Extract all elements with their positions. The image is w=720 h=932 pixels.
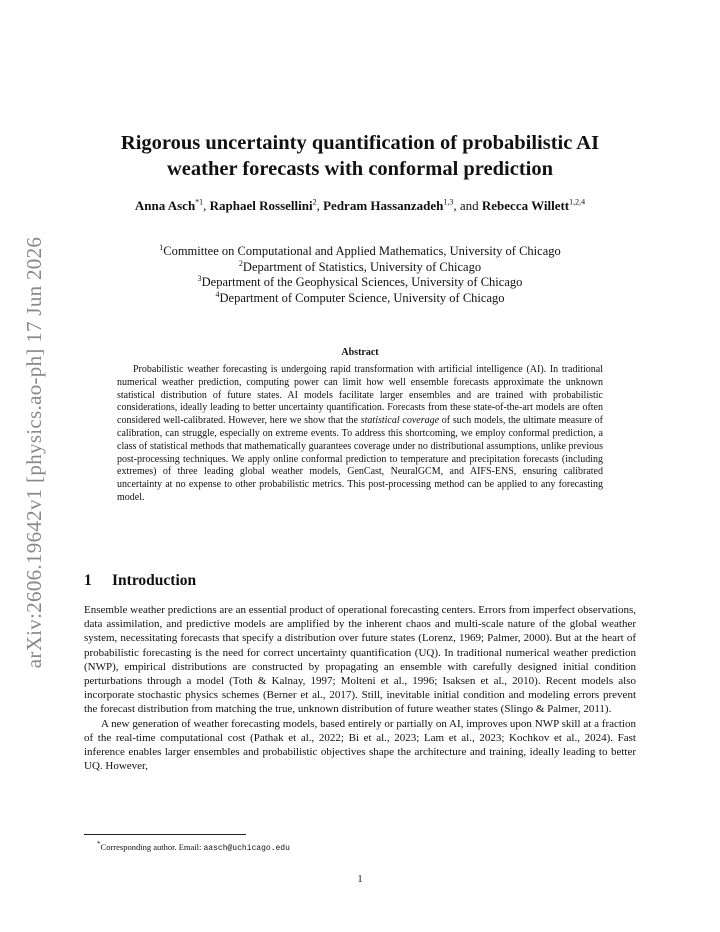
affiliation-text: Department of Computer Science, University of Chicago xyxy=(219,290,505,305)
title-line-1: Rigorous uncertainty quantification of probabilistic AI xyxy=(120,132,600,154)
footnote-mark: * xyxy=(97,840,101,848)
abstract-text: of such models, the ultimate measure of calibration, can struggle, especially on extreme events. To address this shortcoming, we employ conformal prediction, a class of statistical methods that mathematically guarantees coverage under no distributional assumptions, unlike previous post-processing techniques. We apply online conformal prediction to temperature and precipitation forecasts (including extremes) of three leading global weather models, GenCast, NeuralGCM, and AIFS-ENS, ensuring calibrated uncertainty at no expense to other probabilistic metrics. This post-processing method can be applied to any forecasting model. xyxy=(117,415,603,503)
abstract-body xyxy=(117,364,603,505)
section-heading xyxy=(84,572,644,590)
affiliation xyxy=(90,260,630,276)
affiliation-text: Committee on Computational and Applied Mathematics, University of Chicago xyxy=(163,244,561,258)
section-title: Introduction xyxy=(112,572,197,589)
footnote-email: aasch@uchicago.edu xyxy=(203,843,290,853)
footnote-text: Corresponding author. Email: xyxy=(100,841,204,852)
affiliation-text: Department of Statistics, University of Chicago xyxy=(242,259,482,274)
author-affiliation-marker: 1,2,4 xyxy=(569,197,586,207)
author-affiliation-marker: *1 xyxy=(195,197,204,207)
affiliation-marker: 2 xyxy=(238,258,243,268)
affiliation xyxy=(90,244,630,260)
author-name: Pedram Hassanzadeh xyxy=(323,198,444,213)
author-name: Rebecca Willett xyxy=(481,198,570,213)
author-affiliation-marker: 2 xyxy=(312,197,317,207)
page-number: 1 xyxy=(357,874,363,885)
paragraph: Ensemble weather predictions are an essential product of operational forecasting centers. Errors from imperfect observations, data assimilation, and predictive models are amplified by the inherent chaos and multi-scale nature of the global weather system, necessitating forecasts that specify a distribution over future states (Lorenz, 1969; Palmer, 2000). But at the heart of probabilistic forecasting is the need for correct uncertainty quantification (UQ). In traditional numerical weather prediction (NWP), empirical distributions are constructed by propagating an ensemble with carefully designed initial condition perturbations through a model (Toth & Kalnay, 1997; Molteni et al., 1996; Isaksen et al., 2010). Recent models also incorporate stochastic physics schemes (Berner et al., 2017). Still, inevitable initial condition and modeling errors prevent the forecast distribution from matching the true, unknown distribution of future weather states (Slingo & Palmer, 2011). xyxy=(84,604,636,716)
arxiv-sidebar-stamp xyxy=(20,225,50,680)
author-name: Raphael Rossellini xyxy=(209,198,313,213)
author-affiliation-marker: 1,3 xyxy=(443,197,454,207)
abstract-emphasis: statistical coverage xyxy=(360,415,440,427)
footnote-rule xyxy=(84,834,246,835)
affiliation-text: Department of the Geophysical Sciences, University of Chicago xyxy=(201,275,523,289)
section-body xyxy=(84,603,636,773)
affiliation xyxy=(90,291,630,307)
arxiv-identifier: arXiv:2606.19642v1 [physics.ao-ph] 17 Jun 2026 xyxy=(22,236,47,669)
footnote xyxy=(84,839,644,854)
section-number: 1 xyxy=(84,572,92,589)
author-conjunction: , and xyxy=(453,198,482,213)
abstract-text: Probabilistic weather forecasting is undergoing rapid transformation with artificial intelligence (AI). In traditional numerical weather prediction, computing power can limit how well ensemble forecasts approximate the unknown statistical distribution of future states. AI models facilitate larger ensembles and are trained with probabilistic considerations, ideally leading to better uncertainty quantification. Forecasts from these state-of-the-art models are often considered well-calibrated. However, here we show that the xyxy=(117,364,603,427)
paper-title xyxy=(80,130,640,182)
author-name: Anna Asch xyxy=(134,198,196,213)
affiliation-marker: 4 xyxy=(215,289,220,299)
paragraph: A new generation of weather forecasting models, based entirely or partially on AI, improves upon NWP skill at a fraction of the real-time computational cost (Pathak et al., 2022; Bi et al., 2023; Lam et al., 2023; Kochkov et al., 2024). Fast inference enables larger ensembles and probabilistic objectives shape the architecture and training, ideally leading to better UQ. However, xyxy=(84,717,636,773)
affiliation-marker: 3 xyxy=(197,273,202,283)
abstract-heading: Abstract xyxy=(341,347,379,358)
affiliation xyxy=(90,275,630,291)
title-line-2: weather forecasts with conformal prediction xyxy=(166,158,554,180)
affiliation-marker: 1 xyxy=(159,242,164,252)
author-list: Anna Asch$^{*1}$, Raphael Rossellini$^2$, Pedram Hassanzadeh$^{1,3}$, and Rebecca Willett$^{1,2,4}$ xyxy=(134,197,586,213)
affiliation-list xyxy=(90,244,630,306)
